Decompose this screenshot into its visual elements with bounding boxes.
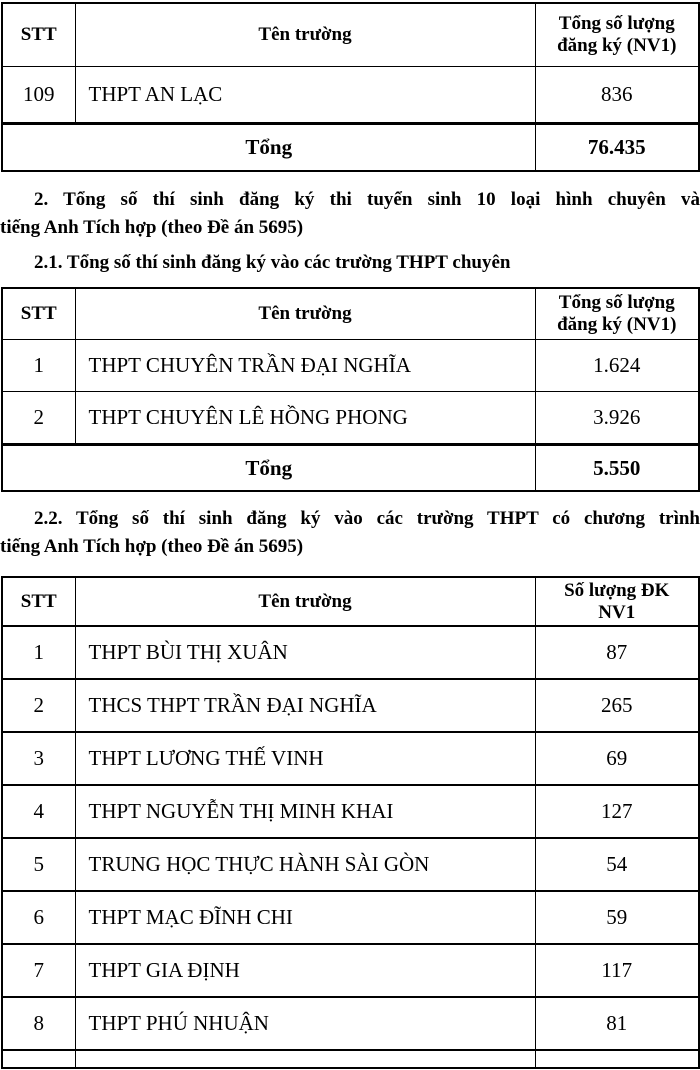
table-nv1-registration <box>1 2 700 172</box>
document-page <box>0 2 700 1070</box>
stt-cell: 5 <box>2 838 75 891</box>
count-header-line1: Tổng số lượng <box>558 13 675 34</box>
total-label-cell: Tổng <box>2 124 535 172</box>
school-name-cell: THPT LƯƠNG THẾ VINH <box>75 732 535 785</box>
stt-header-cell: STT <box>2 3 75 67</box>
stt-cell: 8 <box>2 997 75 1050</box>
school-name-cell <box>75 1050 535 1068</box>
school-header-cell: Tên trường <box>75 3 535 67</box>
count-header-line1: Số lượng ĐK <box>564 579 670 601</box>
stt-cell: 2 <box>2 679 75 732</box>
count-cell: 3.926 <box>535 392 699 445</box>
school-name-cell: THPT MẠC ĐĨNH CHI <box>75 891 535 944</box>
count-cell: 127 <box>535 785 699 838</box>
stt-cell: 4 <box>2 785 75 838</box>
count-cell: 69 <box>535 732 699 785</box>
school-name-cell: TRUNG HỌC THỰC HÀNH SÀI GÒN <box>75 838 535 891</box>
section-2-1-heading: 2.1. Tổng số thí sinh đăng ký vào các trường THPT chuyên <box>34 252 511 273</box>
section-2-2-heading-line2: tiếng Anh Tích hợp (theo Đề án 5695) <box>0 536 304 557</box>
school-name-cell: THPT CHUYÊN TRẦN ĐẠI NGHĨA <box>75 340 535 392</box>
stt-cell <box>2 1050 75 1068</box>
count-header-cell <box>535 577 699 626</box>
table-row <box>2 891 699 944</box>
table-row <box>2 997 699 1050</box>
table-total-row <box>2 124 699 172</box>
count-cell: 59 <box>535 891 699 944</box>
section-2-2-heading-line1: 2.2. Tổng số thí sinh đăng ký vào các trường THPT có chương trình <box>34 508 700 529</box>
school-name-cell: THPT BÙI THỊ XUÂN <box>75 626 535 679</box>
table-row-cutoff <box>2 1050 699 1068</box>
count-cell: 87 <box>535 626 699 679</box>
table-row <box>2 67 699 124</box>
stt-cell: 3 <box>2 732 75 785</box>
table-header-row <box>2 288 699 340</box>
school-name-cell: THPT NGUYỄN THỊ MINH KHAI <box>75 785 535 838</box>
table-integrated-english-schools <box>1 576 700 1069</box>
count-cell: 836 <box>535 67 699 124</box>
table-row <box>2 392 699 445</box>
table-total-row <box>2 445 699 492</box>
table-specialized-schools <box>1 287 700 492</box>
section-2-2-heading <box>0 505 700 561</box>
stt-cell: 7 <box>2 944 75 997</box>
school-name-cell: THPT PHÚ NHUẬN <box>75 997 535 1050</box>
table-header-row <box>2 577 699 626</box>
school-header-cell: Tên trường <box>75 288 535 340</box>
total-label-cell: Tổng <box>2 445 535 492</box>
count-cell: 54 <box>535 838 699 891</box>
count-cell: 1.624 <box>535 340 699 392</box>
stt-cell: 1 <box>2 626 75 679</box>
count-header-cell <box>535 288 699 340</box>
table-header-row <box>2 3 699 67</box>
count-cell: 117 <box>535 944 699 997</box>
table-row <box>2 679 699 732</box>
count-cell: 265 <box>535 679 699 732</box>
count-header-line1: Tổng số lượng <box>558 292 675 313</box>
table-row <box>2 340 699 392</box>
total-value-cell: 5.550 <box>535 445 699 492</box>
stt-header-cell: STT <box>2 288 75 340</box>
count-cell: 81 <box>535 997 699 1050</box>
section-2-heading-line1: 2. Tổng số thí sinh đăng ký thi tuyển sinh 10 loại hình chuyên và <box>34 189 700 210</box>
count-header-line2: NV1 <box>598 601 636 623</box>
table-row <box>2 732 699 785</box>
total-value-cell: 76.435 <box>535 124 699 172</box>
school-name-cell: THPT AN LẠC <box>75 67 535 124</box>
count-header-line2: đăng ký (NV1) <box>557 314 677 335</box>
stt-cell: 2 <box>2 392 75 445</box>
stt-header-cell: STT <box>2 577 75 626</box>
table-row <box>2 626 699 679</box>
school-name-cell: THPT CHUYÊN LÊ HỒNG PHONG <box>75 392 535 445</box>
stt-cell: 1 <box>2 340 75 392</box>
school-name-cell: THPT GIA ĐỊNH <box>75 944 535 997</box>
school-name-cell: THCS THPT TRẦN ĐẠI NGHĨA <box>75 679 535 732</box>
table-row <box>2 838 699 891</box>
count-header-line2: đăng ký (NV1) <box>557 35 677 56</box>
table-row <box>2 944 699 997</box>
section-2-heading <box>0 186 700 242</box>
section-2-heading-line2: tiếng Anh Tích hợp (theo Đề án 5695) <box>0 217 304 238</box>
count-header-cell <box>535 3 699 67</box>
table-row <box>2 785 699 838</box>
count-cell <box>535 1050 699 1068</box>
stt-cell: 109 <box>2 67 75 124</box>
stt-cell: 6 <box>2 891 75 944</box>
school-header-cell: Tên trường <box>75 577 535 626</box>
